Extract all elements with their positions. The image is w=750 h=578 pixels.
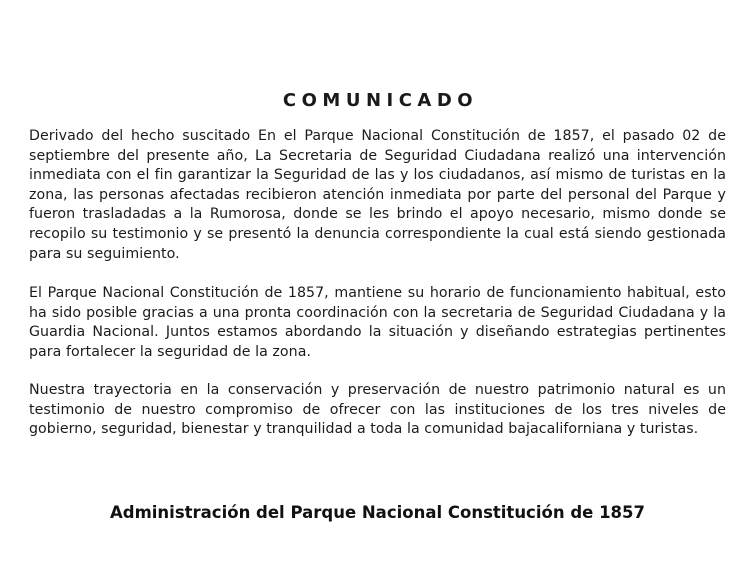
document-title: COMUNICADO	[282, 90, 479, 111]
signature-line: Administración del Parque Nacional Constitución de 1857	[109, 503, 645, 522]
paragraph-schedule: El Parque Nacional Constitución de 1857, mantiene su horario de funcionamiento habitual, esto ha sido posible gracias a una pronta coordinación con la secretaria de Seguridad Ciudadana y la Guardia Nacional. Juntos estamos abordando la situación y diseñando estrategias pertinentes para fortalecer la seguridad de la zona.	[29, 285, 726, 360]
paragraph-commitment: Nuestra trayectoria en la conservación y preservación de nuestro patrimonio natural es un testimonio de nuestro compromiso de ofrecer con las instituciones de los tres niveles de gobierno, seguridad, bienestar y tranquilidad a toda la comunidad bajacaliforniana y turistas.	[29, 382, 726, 438]
paragraph-incident: Derivado del hecho suscitado En el Parque Nacional Constitución de 1857, el pasado 02 de septiembre del presente año, La Secretaria de Seguridad Ciudadana realizó una intervención inmediata con el fin garantizar la Seguridad de las y los ciudadanos, así mismo de turistas en la zona, las personas afectadas recibieron atención inmediata por parte del personal del Parque y fueron trasladadas a la Rumorosa, donde se les brindo el apoyo necesario, mismo donde se recopilo su testimonio y se presentó la denuncia correspondiente la cual está siendo gestionada para su seguimiento.	[29, 128, 726, 262]
